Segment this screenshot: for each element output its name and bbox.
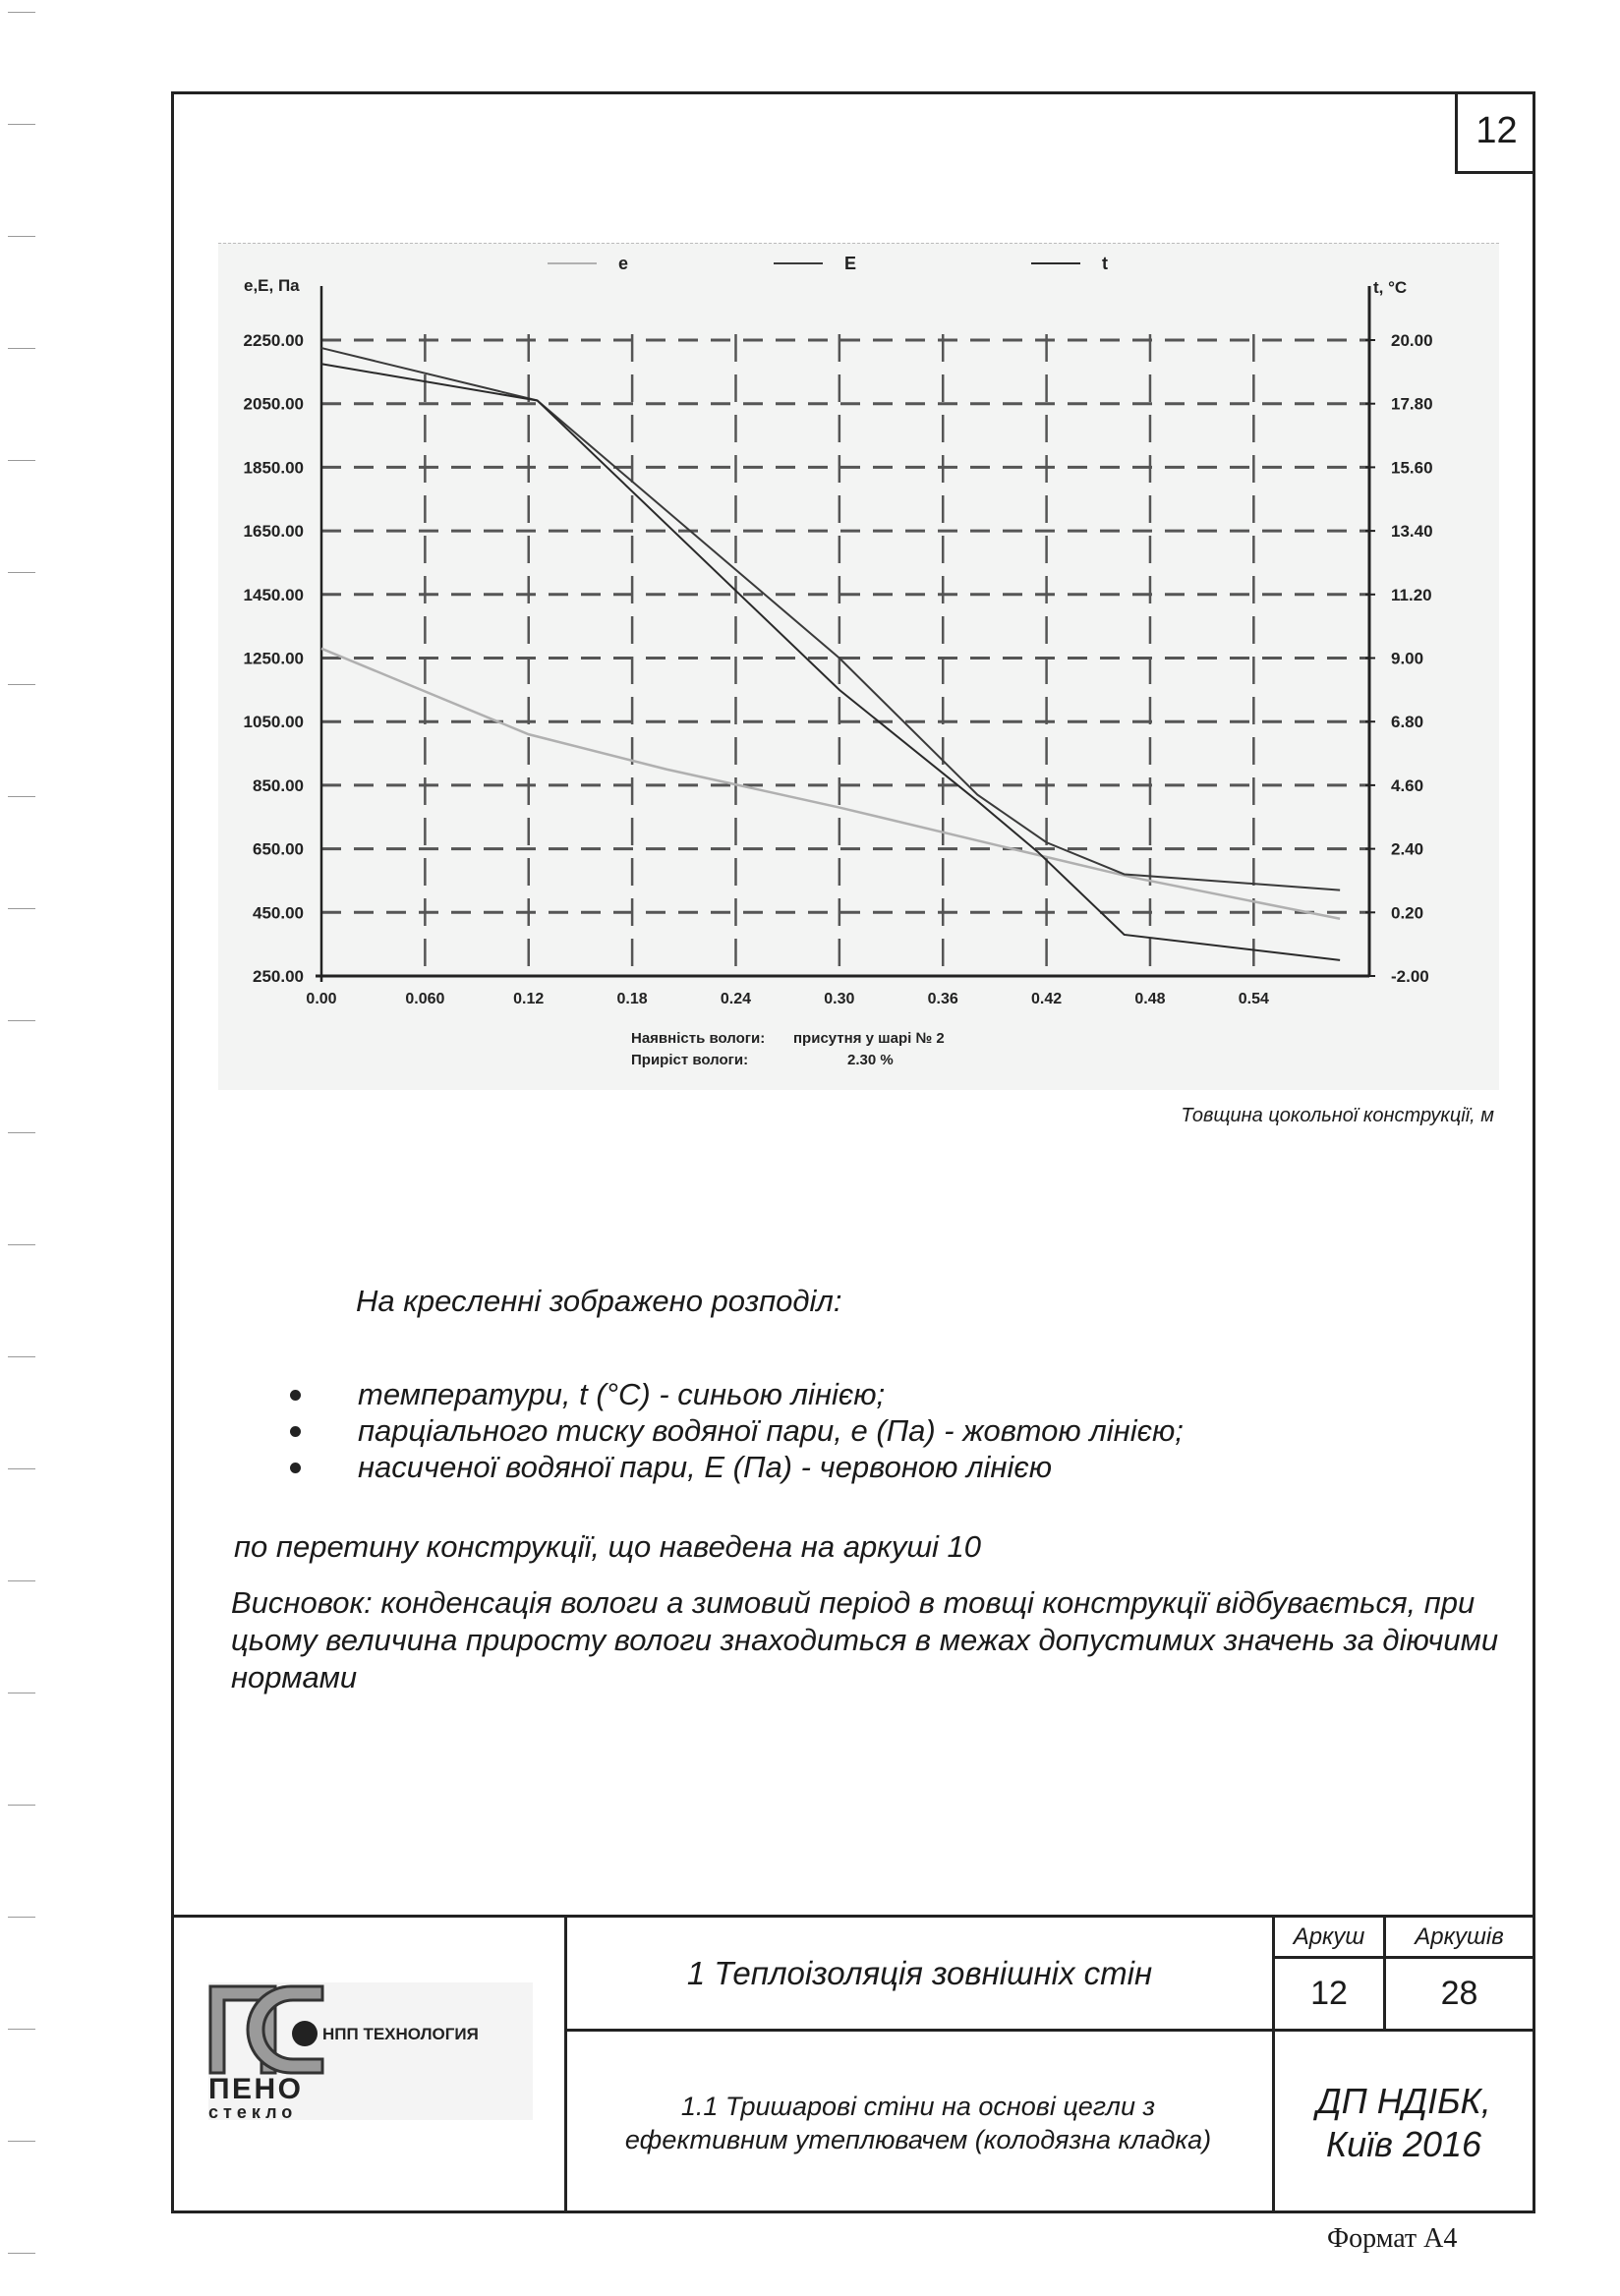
bullet-saturated-pressure — [275, 1449, 1184, 1485]
margin-tick — [8, 1356, 35, 1357]
bullet-text: насиченої водяної пари, Е (Па) - червоною лінією — [358, 1450, 1053, 1484]
annotation-growth-label: Приріст вологи: — [631, 1052, 749, 1068]
x-tick-label: 0.54 — [1238, 991, 1269, 1007]
series-line-E — [321, 348, 1340, 890]
bullet-dot-icon — [290, 1390, 301, 1401]
x-tick-label: 0.24 — [720, 991, 752, 1007]
organization — [1275, 2032, 1533, 2213]
margin-tick — [8, 236, 35, 237]
x-tick-label: 0.30 — [824, 991, 855, 1007]
margin-tick — [8, 684, 35, 685]
bullet-text: парціального тиску водяної пари, е (Па) - жовтою лінією; — [358, 1413, 1184, 1448]
organization-name: ДП НДІБК, — [1316, 2080, 1491, 2121]
bullet-dot-icon — [290, 1426, 301, 1437]
legend-label-e: e — [618, 254, 629, 273]
y-left-axis-label: e,E, Па — [244, 276, 300, 295]
margin-tick — [8, 1020, 35, 1021]
annotation-moisture-value: присутня у шарі № 2 — [793, 1030, 945, 1047]
section-title: 1 Теплоізоляція зовнішніх стін — [686, 1954, 1153, 1991]
sheets-value: 28 — [1440, 1975, 1478, 2012]
x-tick-label: 0.42 — [1031, 991, 1063, 1007]
y-right-tick-label: 11.20 — [1391, 585, 1432, 604]
y-right-tick-label: 4.60 — [1391, 775, 1424, 795]
intro-text: На кресленні зображено розподіл: — [356, 1284, 842, 1318]
sheet-label: Аркуш — [1293, 1923, 1365, 1950]
bullet-dot-icon — [290, 1463, 301, 1473]
chart-panel — [218, 243, 1499, 1090]
bullet-text: температури, t (°С) - синьою лінією; — [358, 1377, 886, 1411]
y-left-tick-label: 1050.00 — [243, 713, 304, 732]
margin-tick — [8, 2029, 35, 2030]
y-right-tick-label: 0.20 — [1391, 903, 1424, 923]
margin-tick — [8, 908, 35, 909]
margin-tick — [8, 1468, 35, 1469]
y-right-tick-label: 20.00 — [1391, 331, 1433, 350]
x-tick-label: 0.48 — [1134, 991, 1166, 1007]
margin-tick — [8, 2253, 35, 2254]
margin-tick — [8, 1580, 35, 1581]
margin-tick — [8, 2141, 35, 2142]
series-line-t — [321, 364, 1340, 960]
format-label: Формат А4 — [1327, 2223, 1458, 2254]
x-tick-label: 0.36 — [927, 991, 958, 1007]
margin-tick — [8, 12, 35, 13]
chart-series — [321, 348, 1340, 960]
margin-tick — [8, 460, 35, 461]
y-left-tick-label: 2250.00 — [243, 331, 304, 350]
y-right-tick-label: 6.80 — [1391, 713, 1424, 732]
margin-tick — [8, 1917, 35, 1918]
chart-grid — [321, 334, 1369, 976]
margin-tick — [8, 1132, 35, 1133]
y-right-tick-label: 9.00 — [1391, 649, 1424, 668]
city-year: Київ 2016 — [1325, 2123, 1482, 2164]
y-left-tick-label: 850.00 — [253, 775, 304, 795]
subsection-title: 1.1 Тришарові стіни на основі цегли з ефективним утеплювачем (колодязна кладка) — [624, 2091, 1212, 2154]
y-left-tick-label: 450.00 — [253, 903, 304, 923]
conclusion-text: Висновок: конденсація вологи а зимовий період в товщі конструкції відбувається, при цьому величина приросту вологи знаходиться в межах допустимих значень за діючими нормами — [231, 1585, 1499, 1694]
logo-top-text: НПП ТЕХНОЛОГИЯ — [322, 2025, 479, 2043]
x-tick-label: 0.060 — [405, 991, 445, 1007]
y-right-tick-label: 13.40 — [1391, 522, 1433, 542]
x-tick-label: 0.00 — [306, 991, 337, 1007]
y-right-axis-label: t, °C — [1373, 278, 1408, 297]
company-logo — [208, 1982, 533, 2120]
y-left-tick-label: 1450.00 — [243, 585, 304, 604]
page-number: 12 — [1475, 110, 1518, 151]
margin-tick — [8, 348, 35, 349]
y-left-tick-label: 650.00 — [253, 839, 304, 859]
x-tick-label: 0.18 — [616, 991, 648, 1007]
margin-tick — [8, 1805, 35, 1806]
legend-label-E: E — [844, 254, 857, 273]
x-axis-caption: Товщина цокольної конструкції, м — [1181, 1105, 1494, 1126]
y-left-tick-label: 1250.00 — [243, 649, 304, 668]
y-left-tick-label: 1850.00 — [243, 458, 304, 478]
logo-big-text: ПЕНО — [208, 2073, 301, 2105]
y-left-tick-label: 1650.00 — [243, 522, 304, 542]
reference-text: по перетину конструкції, що наведена на аркуші 10 — [234, 1529, 982, 1564]
margin-tick — [8, 572, 35, 573]
y-left-tick-label: 2050.00 — [243, 394, 304, 414]
y-right-tick-label: -2.00 — [1391, 967, 1429, 986]
bullet-partial-pressure — [275, 1412, 1184, 1449]
moisture-chart — [218, 244, 1499, 1090]
sheets-label: Аркушів — [1415, 1923, 1504, 1950]
y-left-tick-label: 250.00 — [253, 967, 304, 986]
chart-legend — [548, 254, 1108, 273]
logo-small-text: стекло — [208, 2102, 298, 2120]
annotation-growth-value: 2.30 % — [847, 1052, 894, 1068]
margin-tick — [8, 796, 35, 797]
bullet-temperature — [275, 1376, 1184, 1412]
legend-label-t: t — [1102, 254, 1108, 273]
x-tick-label: 0.12 — [513, 991, 545, 1007]
margin-tick — [8, 124, 35, 125]
sheet-value: 12 — [1310, 1975, 1348, 2012]
y-right-tick-label: 2.40 — [1391, 839, 1424, 859]
y-right-tick-label: 15.60 — [1391, 458, 1433, 478]
legend-bullets — [275, 1376, 1184, 1485]
page-number-box — [1455, 91, 1535, 174]
y-right-tick-label: 17.80 — [1391, 394, 1433, 414]
margin-tick — [8, 1244, 35, 1245]
annotation-moisture-label: Наявність вологи: — [631, 1030, 766, 1047]
